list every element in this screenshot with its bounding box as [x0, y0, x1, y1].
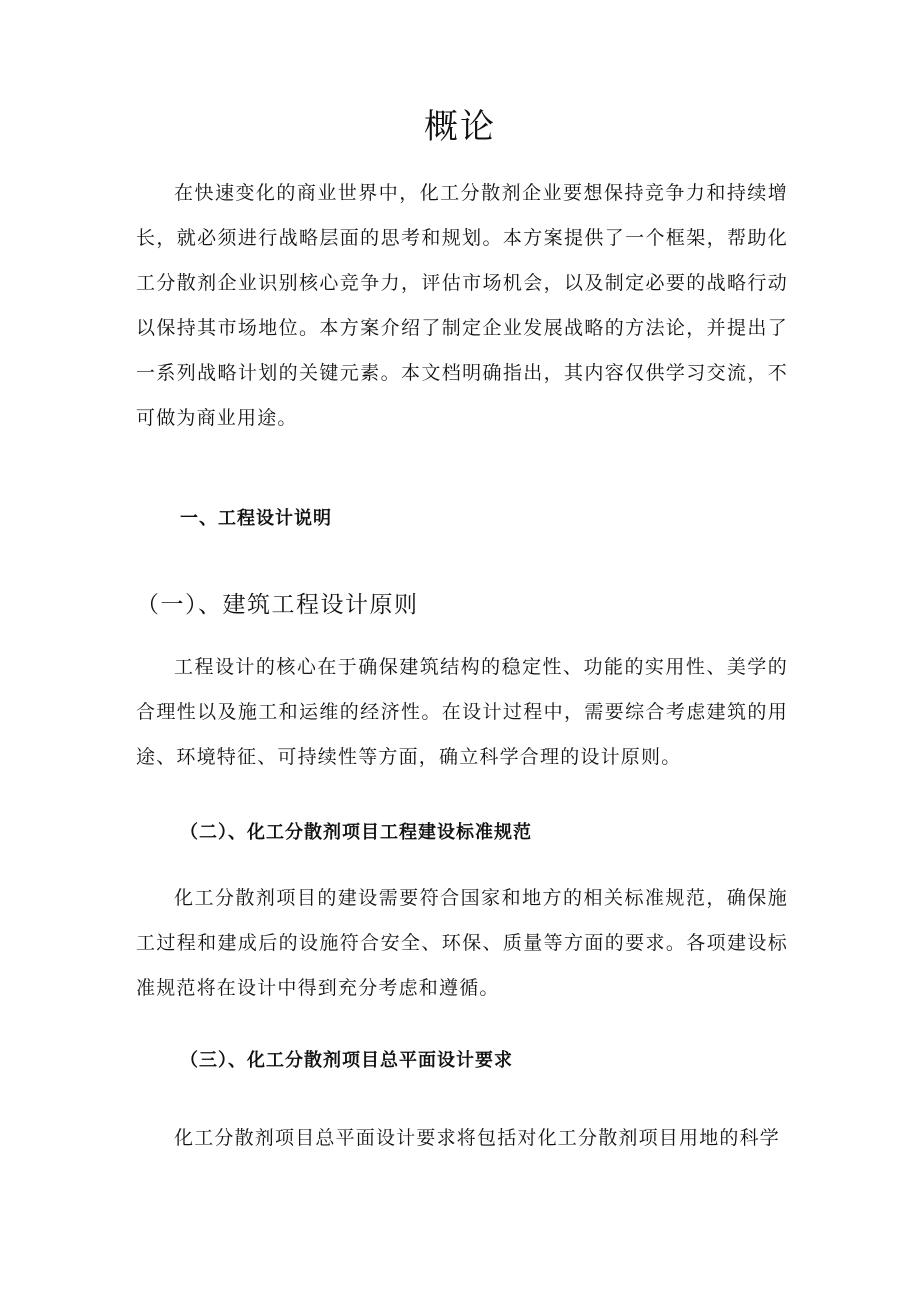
- subsection-heading-2: （二）、化工分散剂项目工程建设标准规范: [180, 822, 532, 843]
- subsection-heading-1: （一）、建筑工程设计原则: [136, 592, 419, 618]
- page-title: 概论: [424, 107, 496, 147]
- subsection-body-2: 化工分散剂项目的建设需要符合国家和地方的相关标准规范，确保施工过程和建成后的设施符合安全、环保、质量等方面的要求。各项建设标准规范将在设计中得到充分考虑和遵循。: [136, 887, 788, 999]
- subsection-body-1: 工程设计的核心在于确保建筑结构的稳定性、功能的实用性、美学的合理性以及施工和运维的经济性。在设计过程中，需要综合考虑建筑的用途、环境特征、可持续性等方面，确立科学合理的设计原则。: [136, 656, 788, 768]
- section-heading: 一、工程设计说明: [180, 508, 332, 529]
- subsection-heading-3: （三）、化工分散剂项目总平面设计要求: [180, 1050, 513, 1071]
- intro-paragraph: 在快速变化的商业世界中，化工分散剂企业要想保持竞争力和持续增长，就必须进行战略层面的思考和规划。本方案提供了一个框架，帮助化工分散剂企业识别核心竞争力，评估市场机会，以及制定必要的战略行动以保持其市场地位。本方案介绍了制定企业发展战略的方法论，并提出了一系列战略计划的关键元素。本文档明确指出，其内容仅供学习交流，不可做为商业用途。: [136, 182, 788, 429]
- subsection-body-3: 化工分散剂项目总平面设计要求将包括对化工分散剂项目用地的科学: [174, 1127, 781, 1149]
